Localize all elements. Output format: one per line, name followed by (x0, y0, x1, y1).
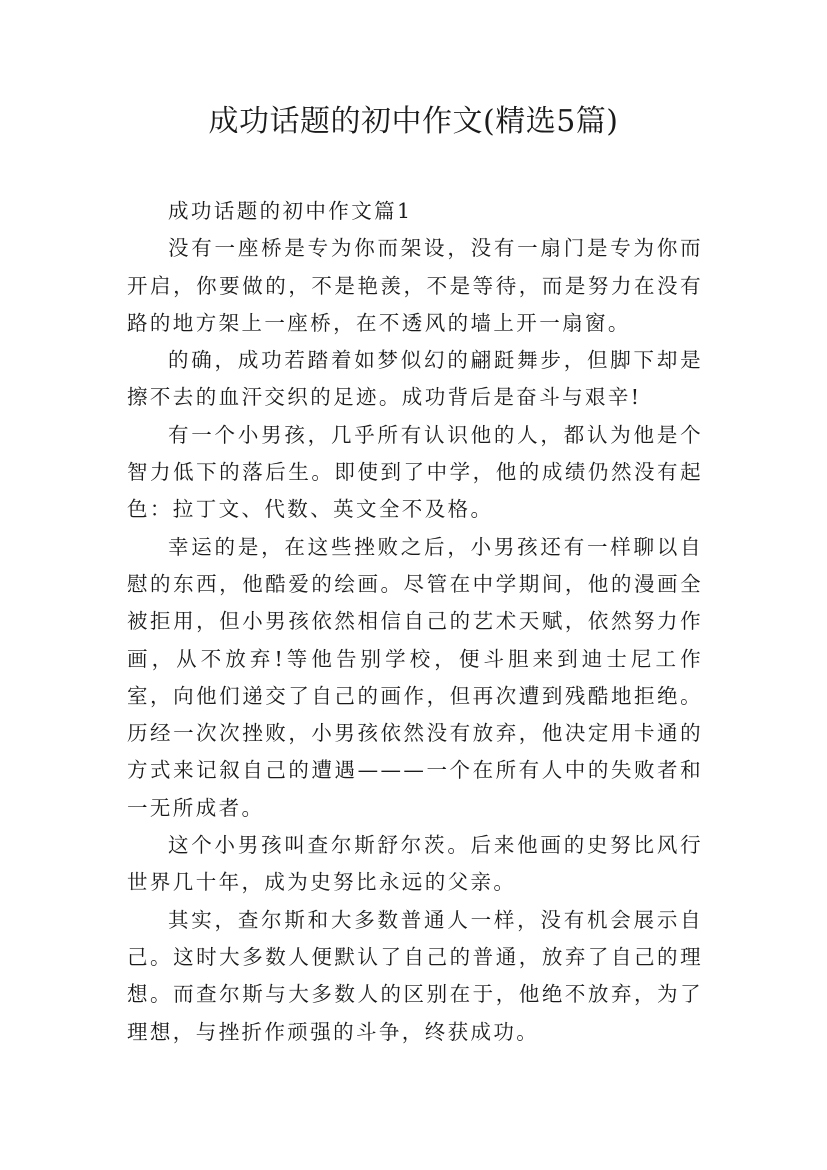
paragraph-2: 的确，成功若踏着如梦似幻的翩跹舞步，但脚下却是擦不去的血汗交织的足迹。成功背后是奋斗与艰辛! (127, 348, 703, 410)
paragraph-5: 这个小男孩叫查尔斯舒尔茨。后来他画的史努比风行世界几十年，成为史努比永远的父亲。 (127, 833, 703, 895)
document-title: 成功话题的初中作文(精选5篇) (208, 104, 619, 139)
paragraph-6: 其实，查尔斯和大多数普通人一样，没有机会展示自己。这时大多数人便默认了自己的普通，放弃了自己的理想。而查尔斯与大多数人的区别在于，他绝不放弃，为了理想，与挫折作顽强的斗争，终获成功。 (127, 907, 703, 1044)
document-body (127, 193, 703, 1051)
paragraph-1: 没有一座桥是专为你而架设，没有一扇门是专为你而开启，你要做的，不是艳羡，不是等待，而是努力在没有路的地方架上一座桥，在不透风的墙上开一扇窗。 (127, 236, 703, 335)
paragraph-3: 有一个小男孩，几乎所有认识他的人，都认为他是个智力低下的落后生。即使到了中学，他的成绩仍然没有起色：拉丁文、代数、英文全不及格。 (127, 422, 703, 522)
section-heading: 成功话题的初中作文篇1 (168, 199, 413, 223)
paragraph-4: 幸运的是，在这些挫败之后，小男孩还有一样聊以自慰的东西，他酷爱的绘画。尽管在中学期间，他的漫画全被拒用，但小男孩依然相信自己的艺术天赋，依然努力作画，从不放弃!等他告别学校，便斗胆来到迪士尼工作室，向他们递交了自己的画作，但再次遭到残酷地拒绝。历经一次次挫败，小男孩依然没有放弃，他决定用卡通的方式来记叙自己的遭遇———一个在所有人中的失败者和一无所成者。 (127, 534, 703, 820)
